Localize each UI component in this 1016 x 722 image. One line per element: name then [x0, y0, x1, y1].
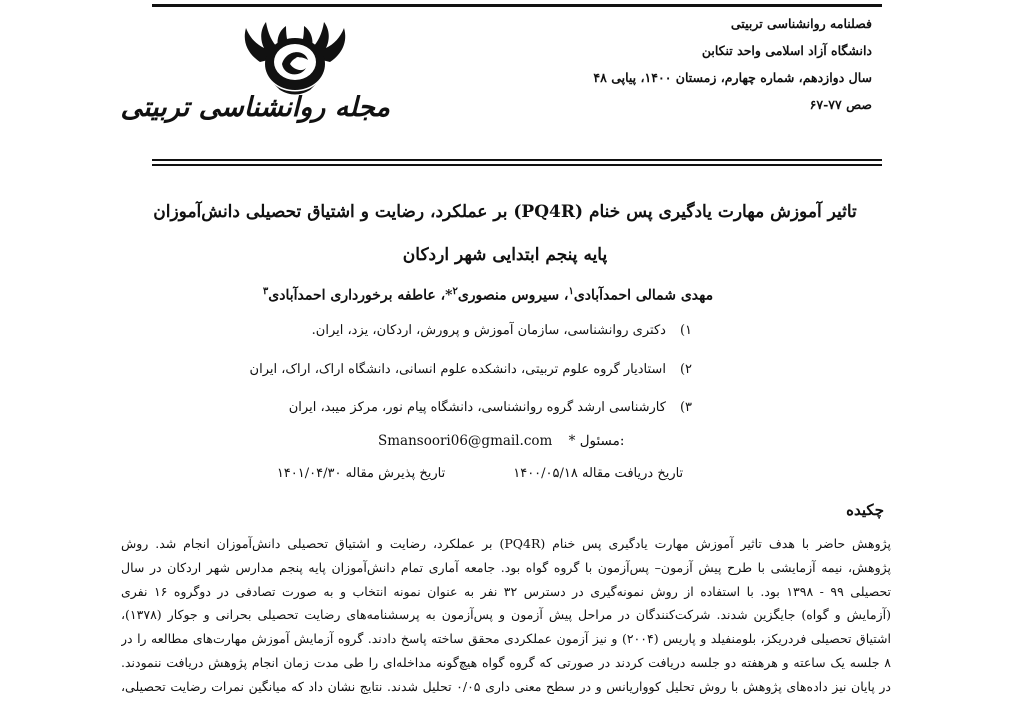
affiliation-3-number: ۳) [679, 400, 692, 415]
abstract-line: ۸ جلسه یک ساعته و هرهفته دو جلسه دریافت کردند در صورتی که گروه گواه هیچ‌گونه مداخله‌ای را طی مدت زمان انجام پژوهش دریافت ننمودند. [121, 654, 891, 670]
abstract-heading: چکیده [846, 501, 884, 519]
affiliation-2 [250, 362, 692, 377]
header-rule-upper [152, 159, 882, 161]
author-1-affil-mark: ۱ [568, 286, 574, 297]
corresponding-star: * [445, 287, 453, 304]
article-title-line-2: پایه پنجم ابتدایی شهر اردکان [402, 245, 608, 265]
journal-name: فصلنامه روانشناسی تربیتی [730, 16, 872, 31]
journal-university: دانشگاه آزاد اسلامی واحد تنکابن [701, 43, 872, 58]
abstract-line: (آزمایش و گواه) جایگزین شدند. شرکت‌کنندگان در مراحل پیش آزمون و پس‌آزمون به پرسشنامه‌های رضایت تحصیلی بحرانی و جوکار (۱۳۷۸)، [121, 607, 891, 623]
journal-info [593, 10, 872, 118]
affiliation-1-number: ۱) [679, 323, 692, 338]
abstract-line: تحصیلی ۹۹ - ۱۳۹۸ بود. با استفاده از روش نمونه‌گیری در دسترس ۳۲ نفر به عنوان نمونه انتخاب و به صورت تصادفی در دوگروه ۱۶ نفری [121, 583, 891, 599]
abstract-line: پژوهش حاضر با هدف تاثیر آموزش مهارت یادگیری پس خنام (PQ4R) بر عملکرد، رضایت و اشتیاق تحصیلی دانش‌آموزان انجام شد. روش [121, 536, 891, 551]
affiliation-1 [312, 323, 692, 338]
abstract-line: اشتیاق تحصیلی فردریکز، بلومنفیلد و پاریس (۲۰۰۴) و نیز آزمون عملکردی محقق ساخته پاسخ دادند. گروه آزمایش آموزش مهارت‌های مطالعه را در [121, 631, 891, 647]
accepted-date: تاریخ پذیرش مقاله ۱۴۰۱/۰۴/۳۰ [276, 466, 446, 481]
article-dates [200, 466, 760, 481]
top-rule [152, 4, 882, 7]
author-1: مهدی شمالی احمدآبادی [573, 287, 714, 304]
corresponding-label: * مسئول: [568, 433, 625, 449]
authors-line [200, 286, 776, 304]
article-title-line-1: تاثیر آموزش مهارت یادگیری پس خنام (PQ4R) بر عملکرد، رضایت و اشتیاق تحصیلی دانش‌آموزان [153, 202, 857, 222]
journal-logo-icon [120, 14, 400, 154]
author-2-affil-mark: ۲ [452, 286, 458, 297]
header-rule-lower [152, 164, 882, 166]
abstract-line: در پایان نیز داده‌های پژوهش با روش تحلیل کوواریانس و در سطح معنی داری ۰/۰۵ تحلیل شدند. نتایج نشان داد که میانگین نمرات رضایت تحصیلی، [121, 678, 891, 694]
affiliation-2-number: ۲) [679, 362, 692, 377]
corresponding-email-line [378, 433, 678, 449]
journal-pages: صص ۷۷-۶۷ [809, 97, 872, 112]
author-3-affil-mark: ۳ [262, 286, 269, 297]
abstract-line: پژوهش، نیمه آزمایشی با طرح پیش آزمون– پس‌آزمون با گروه گواه بود. جامعه آماری تمام دانش‌آموزان پایه پنجم مدارس شهر اردکان در سال [121, 559, 891, 575]
affiliation-3 [289, 400, 692, 415]
affiliation-3-text: کارشناسی ارشد گروه روانشناسی، دانشگاه پیام نور، مرکز میبد، ایران [288, 400, 666, 415]
corresponding-email[interactable]: Smansoori06@gmail.com [378, 433, 553, 449]
author-3: ، عاطفه برخورداری احمدآبادی [268, 287, 446, 304]
author-2: ، سیروس منصوری [457, 287, 569, 304]
journal-issue: سال دوازدهم، شماره چهارم، زمستان ۱۴۰۰، پیاپی ۴۸ [593, 70, 872, 85]
received-date: تاریخ دریافت مقاله ۱۴۰۰/۰۵/۱۸ [513, 466, 684, 481]
abstract-body [121, 532, 891, 699]
affiliation-1-text: دکتری روانشناسی، سازمان آموزش و پرورش، اردکان، یزد، ایران. [311, 323, 666, 338]
affiliation-2-text: استادیار گروه علوم تربیتی، دانشکده علوم انسانی، دانشگاه اراک، اراک، ایران [249, 362, 666, 377]
journal-logo-text: مجله روانشناسی تربیتی [120, 92, 390, 123]
